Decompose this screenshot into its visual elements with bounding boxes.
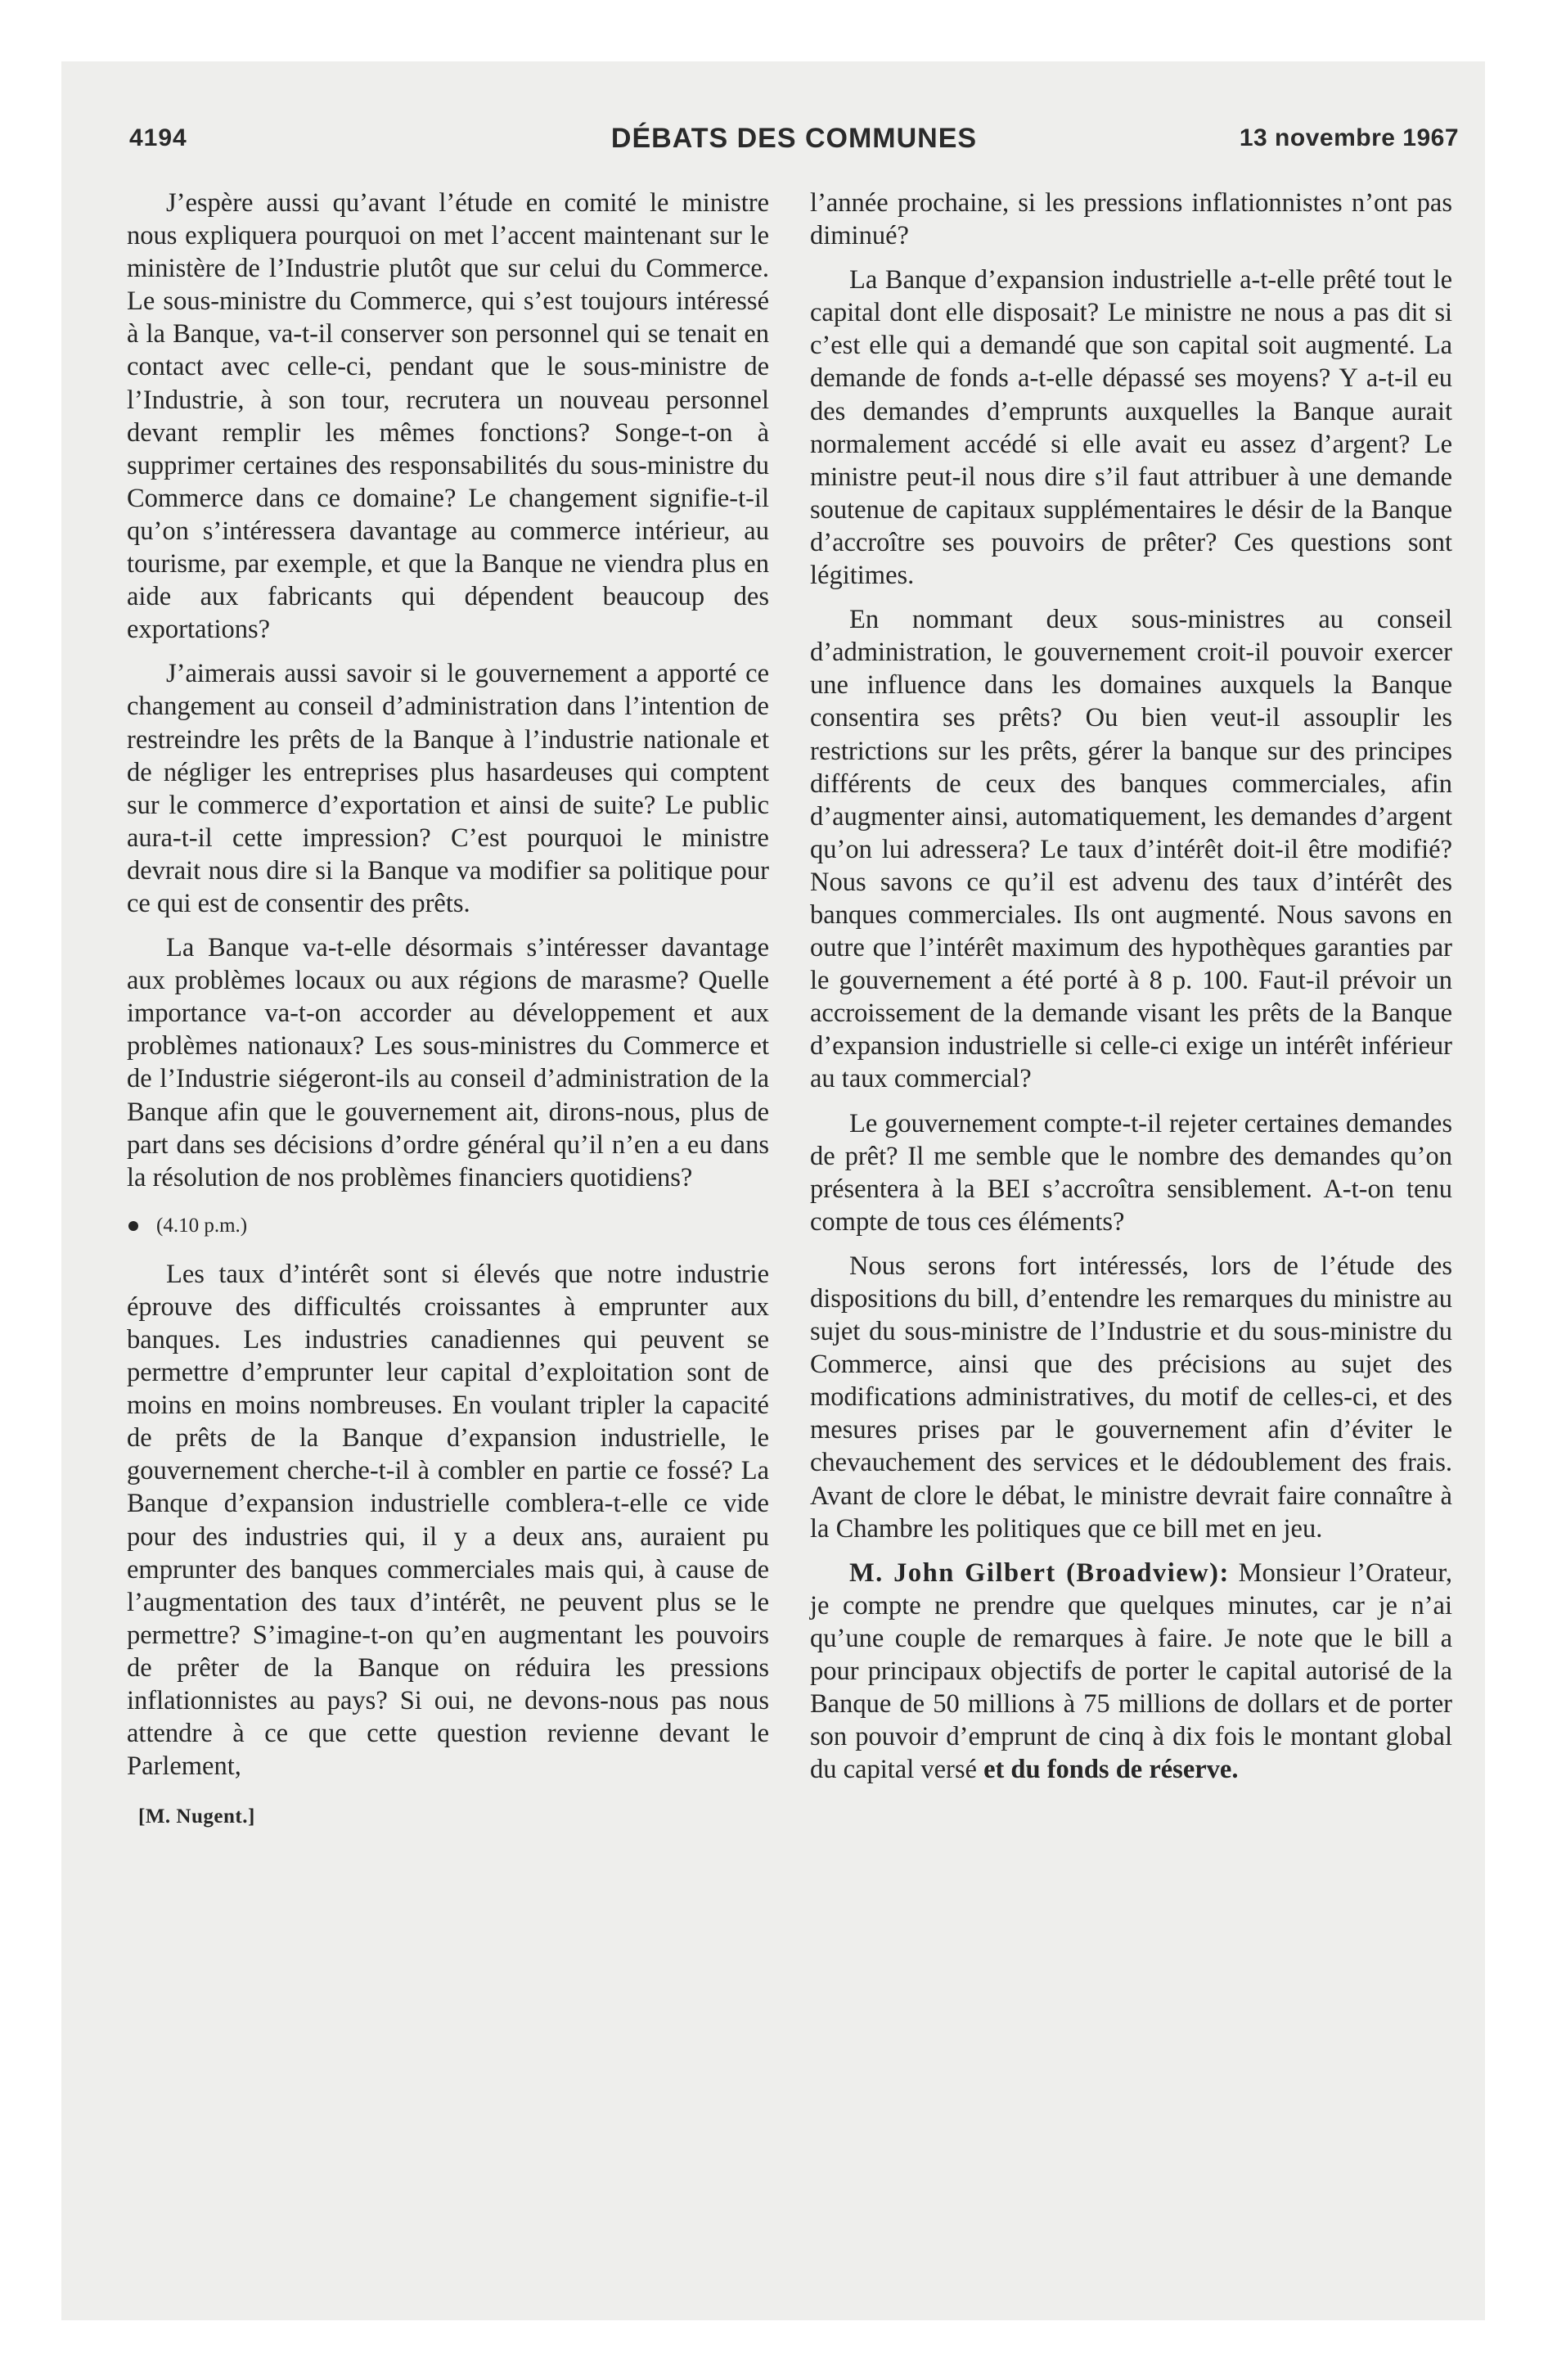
bullet-icon <box>128 1221 138 1231</box>
speech-text: Monsieur l’Orateur, je compte ne prendre que quelques minutes, car je n’ai qu’une couple de remarques à faire. Je note que le bill a pour principaux objectifs de porter le capital autorisé de la Banque de 50 millions à 75 millions de dollars et de porter son pouvoir d’emprunt de cinq à dix fois le montant global du capital versé <box>810 1557 1452 1785</box>
journal-title: DÉBATS DES COMMUNES <box>610 123 978 154</box>
paragraph: Nous serons fort intéressés, lors de l’étude des dispositions du bill, d’entendre les remarques du ministre au sujet du sous-ministre de l’Industrie et du sous-ministre du Commerce, ainsi que des précisions au sujet des modifications administratives, du motif de celles-ci, et des mesures prises par le gouvernement afin d’éviter le chevauchement des services et le dédoublement des frais. Avant de clore le débat, le ministre devrait faire connaître à la Chambre les politiques que ce bill met en jeu. <box>810 1251 1452 1544</box>
speaker-attribution: [M. Nugent.] <box>138 1805 255 1828</box>
right-column <box>810 187 1452 1786</box>
paragraph: La Banque va-t-elle désormais s’intéresser davantage aux problèmes locaux ou aux régions de marasme? Quelle importance va-t-on accorder au développement et aux problèmes nationaux? Les sous-ministres du Commerce et de l’Industrie siégeront-ils au conseil d’administration de la Banque afin que le gouvernement ait, dirons-nous, plus de part dans ses décisions d’ordre général qu’il n’en a eu dans la résolution de nos problèmes financiers quotidiens? <box>127 933 769 1192</box>
left-column <box>127 187 769 1830</box>
paragraph: La Banque d’expansion industrielle a-t-elle prêté tout le capital dont elle disposait? Le ministre ne nous a pas dit si c’est elle qui a demandé que son capital soit augmenté. La demande de fonds a-t-elle dépassé ses moyens? Y a-t-il eu des demandes d’emprunts auxquelles la Banque aurait normalement accédé si elle avait eu assez d’argent? Le ministre peut-il nous dire s’il faut attribuer à une demande soutenue de capitaux supplémentaires le désir de la Banque d’accroître ses pouvoirs de prêter? Ces questions sont légitimes. <box>810 265 1452 591</box>
issue-date: 13 novembre 1967 <box>1239 124 1459 151</box>
paragraph: Le gouvernement compte-t-il rejeter certaines demandes de prêt? Il me semble que le nombre des demandes qu’on présentera à la BEI s’accroîtra sensiblement. A-t-on tenu compte de tous ces éléments? <box>810 1108 1452 1237</box>
speaker-name: M. John Gilbert (Broadview): <box>849 1557 1230 1588</box>
speech-paragraph <box>810 1557 1452 1787</box>
paragraph: En nommant deux sous-ministres au conseil d’administration, le gouvernement croit-il pouvoir exercer une influence dans les domaines auxquels la Banque consentira ses prêts? Ou bien veut-il assouplir les restrictions sur les prêts, gérer la banque sur des principes différents de ceux des banques commerciales, afin d’augmenter ainsi, automatiquement, les demandes d’argent qu’on lui adressera? Le taux d’intérêt doit-il être modifié? Nous savons ce qu’il est advenu des taux d’intérêt des banques commerciales. Ils ont augmenté. Nous savons en outre que l’intérêt maximum des hypothèques garanties par le gouvernement a été porté à 8 p. 100. Faut-il prévoir un accroissement de la demande visant les prêts de la Banque d’expansion industrielle si celle-ci exige un intérêt inférieur au taux commercial? <box>810 605 1452 1094</box>
page-header <box>129 115 1459 164</box>
paragraph-continuation: l’année prochaine, si les pressions inflationnistes n’ont pas diminué? <box>810 188 1452 251</box>
speech-closing: et du fonds de réserve. <box>983 1755 1239 1785</box>
time-stamp-text: (4.10 p.m.) <box>156 1214 248 1237</box>
time-stamp <box>127 1212 769 1240</box>
paragraph: Les taux d’intérêt sont si élevés que notre industrie éprouve des difficultés croissantes à emprunter aux banques. Les industries canadiennes qui peuvent se permettre d’emprunter leur capital d’exploitation sont de moins en moins nombreuses. En voulant tripler la capacité de prêts de la Banque d’expansion industrielle, le gouvernement cherche-t-il à combler en partie ce fossé? La Banque d’expansion industrielle comblera-t-elle ce vide pour des industries qui, il y a deux ans, auraient pu emprunter des banques commerciales mais qui, à cause de l’augmentation des taux d’intérêt, ne peuvent plus se le permettre? S’imagine-t-on qu’en augmentant les pouvoirs de prêter de la Banque on réduira les pressions inflationnistes au pays? Si oui, ne devons-nous pas nous attendre à ce que cette question revienne devant le Parlement, <box>127 1259 769 1782</box>
paragraph: J’aimerais aussi savoir si le gouvernement a apporté ce changement au conseil d’administration dans l’intention de restreindre les prêts de la Banque à l’industrie nationale et de négliger les entreprises plus hasardeuses qui comptent sur le commerce d’exportation et ainsi de suite? Le public aura-t-il cette impression? C’est pourquoi le ministre devrait nous dire si la Banque va modifier sa politique pour ce qui est de consentir des prêts. <box>127 659 769 918</box>
paragraph: J’espère aussi qu’avant l’étude en comité le ministre nous expliquera pourquoi on met l’accent maintenant sur le ministère de l’Industrie plutôt que sur celui du Commerce. Le sous-ministre du Commerce, qui s’est toujours intéressé à la Banque, va-t-il conserver son personnel qui se tenait en contact avec celle-ci, pendant que le sous-ministre de l’Industrie, à son tour, recrutera un nouveau personnel devant remplir les mêmes fonctions? Songe-t-on à supprimer certaines des responsabilités du sous-ministre du Commerce dans ce domaine? Le changement signifie-t-il qu’on s’intéressera davantage au commerce intérieur, au tourisme, par exemple, et que la Banque ne viendra plus en aide aux fabricants qui dépendent beaucoup des exportations? <box>127 188 769 645</box>
page-number: 4194 <box>129 124 187 151</box>
